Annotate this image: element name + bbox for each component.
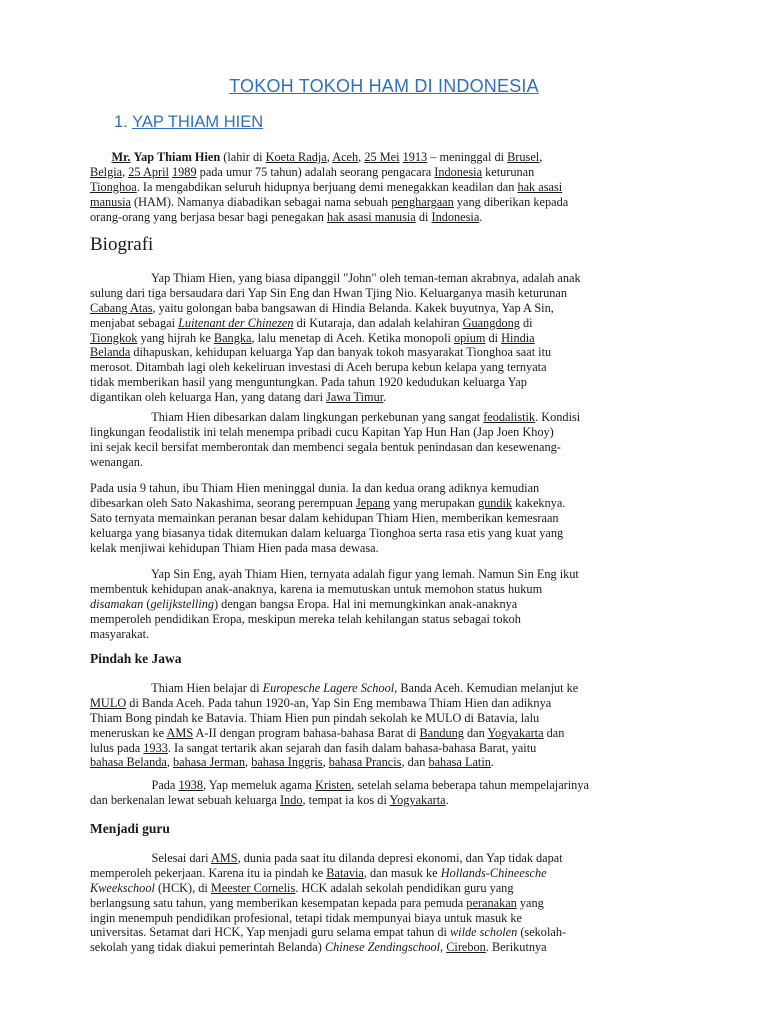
text-run: , (326, 150, 333, 164)
text-run: wilde scholen (449, 925, 518, 940)
text-run: , dan (401, 755, 429, 770)
hyperlink[interactable]: Mr. (111, 150, 131, 164)
hyperlink[interactable]: Jepang (356, 495, 391, 510)
text-run: , (322, 755, 329, 770)
hyperlink[interactable]: Meester Cornelis (210, 880, 296, 895)
text-line (90, 911, 678, 926)
text-run: , (539, 150, 543, 164)
biografi-paragraph-3 (90, 481, 678, 555)
text-run: yang diberikan kepada (453, 194, 569, 209)
text-run: , Yap memeluk agama (203, 778, 316, 792)
hyperlink[interactable]: peranakan (466, 895, 517, 910)
text-run: kelak menjiwai kehidupan Thiam Hien pada masa dewasa. (90, 540, 379, 555)
text-run: dan (463, 725, 488, 740)
text-line (90, 316, 678, 331)
text-run: keturunan (482, 164, 535, 179)
text-run: sekolah yang tidak diakui pemerintah Belanda) (90, 940, 325, 955)
text-run (90, 150, 112, 164)
text-line (90, 881, 678, 896)
text-line (90, 180, 678, 195)
text-run: Thiam Hien belajar di (90, 681, 263, 695)
text-run: . (479, 209, 483, 224)
hyperlink[interactable]: Cabang Atas (90, 300, 153, 315)
biografi-paragraph-4 (90, 567, 678, 641)
text-run: Chinese Zendingschool (324, 940, 441, 955)
text-line (90, 741, 678, 756)
text-run: universitas. Setamat dari HCK, Yap menjadi guru selama empat tahun di (90, 925, 450, 940)
document-title: TOKOH TOKOH HAM DI INDONESIA (229, 76, 539, 96)
text-run: . Ia sangat tertarik akan sejarah dan fasih dalam bahasa-bahasa Barat, yaitu (167, 740, 537, 755)
text-run: Yap Sin Eng, ayah Thiam Hien, ternyata adalah figur yang lemah. Namun Sin Eng ikut (90, 567, 579, 581)
text-run: , dunia pada saat itu dilanda depresi ekonomi, dan Yap tidak dapat (237, 851, 563, 865)
text-run: , yaitu golongan baba bangsawan di Hindia Belanda. Kakek buyutnya, Yap A Sin, (152, 300, 554, 315)
hyperlink[interactable]: 25 April (128, 164, 169, 179)
text-run: lulus pada (90, 740, 144, 755)
text-run: Thiam Bong pindah ke Batavia. Thiam Hien pun pindah sekolah ke MULO di Batavia, lalu (90, 710, 540, 725)
text-line (90, 696, 678, 711)
hyperlink[interactable]: Tionghoa (90, 179, 137, 194)
hyperlink[interactable]: hak asasi (517, 179, 563, 194)
text-run: . (445, 792, 449, 807)
hyperlink[interactable]: Indonesia (431, 209, 480, 224)
hyperlink[interactable]: bahasa Prancis (328, 755, 402, 770)
hyperlink[interactable]: bahasa Jerman (172, 755, 246, 770)
hyperlink[interactable]: Bangka (213, 330, 252, 345)
text-line (90, 271, 678, 286)
text-run: di (519, 315, 533, 330)
hyperlink[interactable]: Koeta Radja (265, 150, 327, 164)
hyperlink[interactable]: Tiongkok (90, 330, 138, 345)
hyperlink[interactable]: Jawa Timur (326, 390, 384, 405)
text-run: A-II dengan program bahasa-bahasa Barat di (193, 725, 420, 740)
hyperlink[interactable]: Belanda (90, 345, 131, 360)
text-run: Kweekschool (90, 880, 155, 895)
text-line (90, 793, 678, 808)
text-line (90, 360, 678, 375)
text-run: Yap Thiam Hien (133, 150, 221, 164)
text-line (90, 582, 678, 597)
text-line (90, 165, 678, 180)
text-run: Yap Thiam Hien, yang biasa dipanggil "John" oleh teman-teman akrabnya, adalah anak (90, 271, 581, 285)
text-run: Sato ternyata memainkan peranan besar dalam kehidupan Thiam Hien, memberikan kemesraan (90, 510, 559, 525)
text-run: . (490, 755, 494, 770)
text-run: orang-orang yang berjasa besar bagi penegakan (90, 209, 327, 224)
section-name: YAP THIAM HIEN (132, 113, 264, 131)
hyperlink[interactable]: Bandung (419, 725, 464, 740)
text-line (90, 390, 678, 405)
hyperlink[interactable]: 25 Mei (364, 150, 400, 164)
text-run: dan berkenalan lewat sebuah keluarga (90, 792, 280, 807)
hyperlink[interactable]: MULO (90, 695, 127, 710)
text-run: , Banda Aceh. Kemudian melanjut ke (394, 681, 579, 695)
text-run: Pada usia 9 tahun, ibu Thiam Hien meninggal dunia. Ia dan kedua orang adiknya kemudian (90, 481, 540, 495)
text-line (90, 567, 678, 582)
text-line (90, 612, 678, 627)
text-line (90, 331, 678, 346)
text-line (90, 597, 678, 612)
hyperlink[interactable]: bahasa Inggris (251, 755, 323, 770)
hyperlink[interactable]: bahasa Latin (428, 755, 491, 770)
hyperlink[interactable]: manusia (90, 194, 131, 209)
text-run: di (415, 209, 432, 224)
text-run: , (122, 164, 129, 179)
pindah-paragraph-2 (90, 778, 678, 808)
text-run: sulung dari tiga bersaudara dari Yap Sin Eng dan Hwan Tjing Nio. Keluarganya masih keturunan (90, 285, 567, 300)
hyperlink[interactable]: gundik (477, 495, 513, 510)
text-line (90, 481, 678, 496)
text-run: yang hijrah ke (137, 330, 214, 345)
text-line (90, 440, 678, 455)
hyperlink[interactable]: Yogyakarta (487, 725, 544, 740)
text-run: , lalu menetap di Aceh. Ketika monopoli (251, 330, 454, 345)
text-run: menjabat sebagai (90, 315, 179, 330)
text-run: , setelah selama beberapa tahun mempelajarinya (351, 778, 589, 792)
text-run: . (383, 390, 387, 405)
section-title (114, 113, 263, 132)
hyperlink[interactable]: Luitenant der Chinezen (178, 315, 294, 330)
text-run: di (485, 330, 502, 345)
text-line (90, 195, 678, 210)
text-line (90, 778, 678, 793)
text-run: keluarga yang biasanya tidak ditemukan dalam keluarga Tionghoa serta rasa etis yang kuat yang (90, 525, 564, 540)
heading-pindah-ke-jawa: Pindah ke Jawa (90, 651, 182, 666)
text-run: kakeknya. (512, 495, 566, 510)
text-run: Selesai dari (90, 851, 211, 865)
hyperlink[interactable]: Belgia (90, 164, 123, 179)
text-line (90, 541, 678, 556)
text-run: yang merupakan (390, 495, 478, 510)
text-line (90, 940, 678, 955)
text-line (90, 627, 678, 642)
hyperlink[interactable]: AMS (210, 851, 238, 865)
text-run: (HCK), di (154, 880, 211, 895)
hyperlink[interactable]: 1989 (172, 164, 197, 179)
text-run: lingkungan feodalistik ini telah menempa pribadi cucu Kapitan Yap Hun Han (Jap Joen Khoy) (90, 424, 554, 439)
text-run: merosot. Ditambah lagi oleh kekeliruan investasi di Aceh berupa kebun kelapa yang ternyata (90, 360, 547, 375)
text-run: pada umur 75 tahun) adalah seorang pengacara (196, 164, 435, 179)
text-run: , (440, 940, 447, 955)
text-run: , dan masuk ke (363, 865, 441, 880)
pindah-paragraph-1 (90, 681, 678, 770)
text-line (90, 896, 678, 911)
text-run: ) dengan bangsa Eropa. Hal ini memungkinkan anak-anaknya (214, 596, 518, 611)
text-run: , tempat ia kos di (302, 792, 390, 807)
text-run: meneruskan ke (90, 725, 167, 740)
text-line (90, 526, 678, 541)
text-run: Hollands-Chineesche (440, 865, 547, 880)
text-line (90, 711, 678, 726)
text-line (90, 150, 678, 165)
text-run: (HAM). Namanya diabadikan sebagai nama sebuah (130, 194, 392, 209)
text-line (90, 286, 678, 301)
hyperlink[interactable]: AMS (166, 725, 194, 740)
text-run: . Ia mengabdikan seluruh hidupnya berjuang demi menegakkan keadilan dan (136, 179, 518, 194)
text-run: digantikan oleh keluarga Han, yang datang dari (90, 390, 327, 405)
hyperlink[interactable]: Indo (279, 792, 303, 807)
text-line (90, 851, 678, 866)
hyperlink[interactable]: Kristen (315, 778, 352, 792)
text-run: ( (143, 596, 151, 611)
text-line (90, 496, 678, 511)
text-run: . Berikutnya (485, 940, 547, 955)
text-run: memperoleh pendidikan Eropa, meskipun mereka telah kehilangan status sebagai tokoh (90, 611, 521, 626)
text-line (90, 375, 678, 390)
text-line (90, 511, 678, 526)
text-run: masyarakat. (90, 626, 150, 641)
hyperlink[interactable]: Batavia (326, 865, 364, 880)
text-run: . HCK adalah sekolah pendidikan guru yang (295, 880, 514, 895)
text-run: dibesarkan oleh Sato Nakashima, seorang perempuan (90, 495, 357, 510)
biografi-paragraph-2 (90, 410, 678, 470)
hyperlink[interactable]: bahasa Belanda (90, 755, 167, 770)
hyperlink[interactable]: feodalistik (483, 410, 536, 424)
text-line (90, 455, 678, 470)
text-run: Thiam Hien dibesarkan dalam lingkungan perkebunan yang sangat (90, 410, 484, 424)
text-run: dan (543, 725, 565, 740)
text-line (90, 681, 678, 696)
text-run: memperoleh pekerjaan. Karena itu ia pindah ke (90, 865, 327, 880)
text-run: . Kondisi (535, 410, 581, 424)
text-run: di Banda Aceh. Pada tahun 1920-an, Yap Sin Eng membawa Thiam Hien dan adiknya (126, 695, 552, 710)
hyperlink[interactable]: Yogyakarta (389, 792, 446, 807)
text-run: ingin menempuh pendidikan profesional, tetapi tidak mempunyai biaya untuk masuk ke (90, 910, 523, 925)
hyperlink[interactable]: opium (453, 330, 486, 345)
text-line (90, 755, 678, 770)
text-run: (lahir di (220, 150, 266, 164)
hyperlink[interactable]: 1933 (143, 740, 168, 755)
text-run: wenangan. (90, 454, 143, 469)
hyperlink[interactable]: Guangdong (462, 315, 520, 330)
text-line (90, 210, 678, 225)
text-run: (sekolah- (517, 925, 567, 940)
hyperlink[interactable]: Cirebon (446, 940, 486, 955)
text-run: membentuk kehidupan anak-anaknya, karena ia memutuskan untuk memohon status hukum (90, 581, 543, 596)
text-line (90, 726, 678, 741)
hyperlink[interactable]: 1913 (402, 150, 428, 164)
hyperlink[interactable]: hak asasi manusia (326, 209, 416, 224)
text-line (90, 925, 678, 940)
heading-biografi: Biografi (90, 234, 154, 255)
text-line (90, 301, 678, 316)
text-run: Pada (90, 778, 179, 792)
text-run: disamakan (90, 596, 144, 611)
text-run: di Kutaraja, dan adalah kelahiran (293, 315, 463, 330)
text-run: tidak memberikan hasil yang menguntungkan. Pada tahun 1920 kedudukan keluarga Yap (90, 375, 527, 390)
text-run: dihapuskan, kehidupan keluarga Yap dan banyak tokoh masyarakat Tionghoa saat itu (130, 345, 552, 360)
text-line (90, 410, 678, 425)
text-run: ini sejak kecil bersifat memberontak dan membenci segala bentuk penindasan dan kesewenang- (90, 439, 561, 454)
hyperlink[interactable]: Brusel (507, 150, 540, 164)
text-run: berlangsung satu tahun, yang memberikan kesempatan kepada para pemuda (90, 895, 467, 910)
text-line (90, 866, 678, 881)
intro-paragraph (90, 150, 678, 224)
text-run: Europesche Lagere School (262, 681, 395, 695)
guru-paragraph-1 (90, 851, 678, 955)
hyperlink[interactable]: penghargaan (391, 194, 454, 209)
hyperlink[interactable]: Aceh (332, 150, 359, 164)
text-run: gelijkstelling (150, 596, 214, 611)
heading-menjadi-guru: Menjadi guru (90, 821, 170, 836)
text-run: , (166, 755, 173, 770)
text-run: – meninggal di (427, 150, 508, 164)
section-number: 1. (114, 113, 128, 131)
text-run: , (245, 755, 252, 770)
text-line (90, 425, 678, 440)
text-line (90, 345, 678, 360)
text-run: , (358, 150, 365, 164)
hyperlink[interactable]: Indonesia (434, 164, 483, 179)
hyperlink[interactable]: 1938 (178, 778, 204, 792)
hyperlink[interactable]: Hindia (501, 330, 535, 345)
text-run: yang (516, 895, 544, 910)
biografi-paragraph-1 (90, 271, 678, 405)
